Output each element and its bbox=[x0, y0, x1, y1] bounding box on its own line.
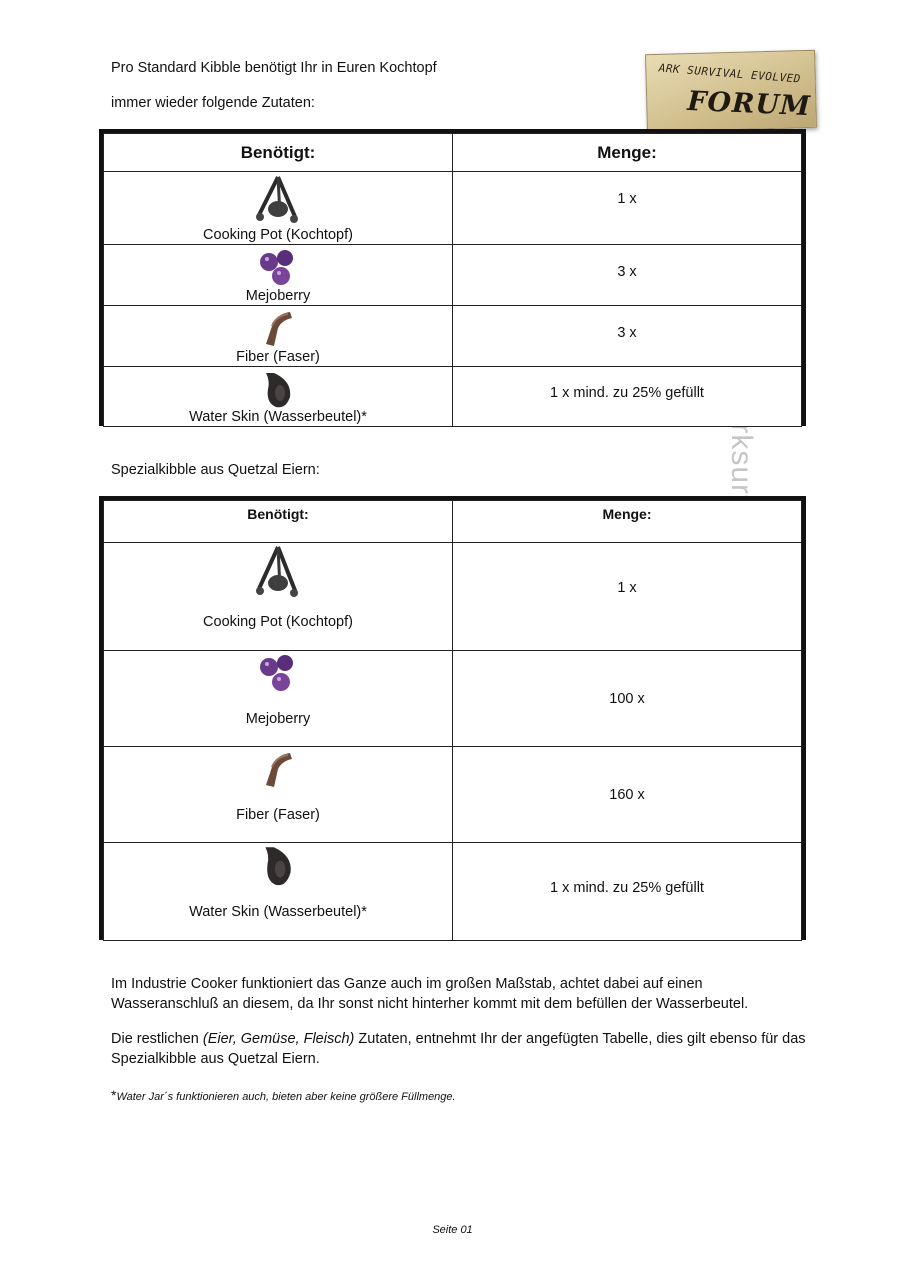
forum-logo bbox=[645, 50, 817, 132]
quantity: 1 x bbox=[617, 580, 637, 596]
paragraph-text-after: Zutaten, entnehmt Ihr der angefügten Tabelle, dies gilt ebenso für das Spezialkibble aus Quetzal Eiern. bbox=[111, 1031, 806, 1067]
water-skin-icon bbox=[257, 843, 299, 887]
table-row bbox=[104, 843, 802, 941]
item-label: Fiber (Faser) bbox=[236, 807, 320, 823]
ingredients-table-quetzal bbox=[99, 496, 806, 940]
quantity: 100 x bbox=[609, 691, 645, 707]
item-label: Water Skin (Wasserbeutel)* bbox=[189, 904, 367, 920]
logo-text-forum: FORUM bbox=[686, 85, 812, 123]
header-amount: Menge: bbox=[453, 501, 802, 543]
footnote-text: Water Jar´s funktionieren auch, bieten aber keine größere Füllmenge. bbox=[116, 1091, 456, 1103]
paragraph-text-italic: (Eier, Gemüse, Fleisch) bbox=[202, 1031, 355, 1047]
item-label: Cooking Pot (Kochtopf) bbox=[203, 614, 353, 630]
table-row bbox=[104, 245, 802, 306]
mejoberry-icon bbox=[255, 248, 301, 288]
quantity: 1 x mind. zu 25% gefüllt bbox=[550, 880, 704, 896]
paragraph-industrial-cooker: Im Industrie Cooker funktioniert das Ganze auch im großen Maßstab, achtet dabei auf einen Wasseranschluß an diesem, da Ihr sonst nicht hinterher kommt mit dem befüllen der Wasserbeutel. bbox=[111, 976, 749, 1012]
item-label: Mejoberry bbox=[245, 711, 311, 727]
quantity: 1 x mind. zu 25% gefüllt bbox=[550, 385, 704, 401]
table-row bbox=[104, 367, 802, 427]
header-needed: Benötigt: bbox=[104, 134, 453, 172]
paragraph-text-before: Die restlichen bbox=[111, 1031, 203, 1047]
mejoberry-icon bbox=[255, 653, 301, 695]
table-row bbox=[104, 172, 802, 245]
quantity: 160 x bbox=[609, 787, 645, 803]
paragraph-remaining-ingredients bbox=[111, 1029, 811, 1069]
footnote bbox=[111, 1087, 456, 1103]
cooking-pot-icon bbox=[250, 175, 306, 225]
section-title-quetzal: Spezialkibble aus Quetzal Eiern: bbox=[111, 462, 320, 478]
item-label: Fiber (Faser) bbox=[236, 349, 320, 365]
fiber-icon bbox=[258, 308, 298, 348]
item-label: Mejoberry bbox=[245, 288, 311, 304]
footnote-star: * bbox=[111, 1087, 117, 1103]
intro-line-2: immer wieder folgende Zutaten: bbox=[111, 95, 315, 111]
table-row bbox=[104, 543, 802, 651]
logo-text-top: ARK SURVIVAL EVOLVED bbox=[658, 61, 802, 86]
quantity: 3 x bbox=[617, 325, 637, 341]
cooking-pot-icon bbox=[250, 545, 306, 599]
quantity: 1 x bbox=[617, 191, 637, 207]
table-row bbox=[104, 306, 802, 367]
ingredients-table-standard bbox=[99, 129, 806, 426]
intro-line-1: Pro Standard Kibble benötigt Ihr in Euren Kochtopf bbox=[111, 60, 437, 76]
table-row bbox=[104, 651, 802, 747]
header-needed: Benötigt: bbox=[104, 501, 453, 543]
quantity: 3 x bbox=[617, 264, 637, 280]
item-label: Cooking Pot (Kochtopf) bbox=[203, 227, 353, 243]
item-label: Water Skin (Wasserbeutel)* bbox=[189, 409, 367, 425]
header-amount: Menge: bbox=[453, 134, 802, 172]
fiber-icon bbox=[258, 749, 298, 789]
water-skin-icon bbox=[258, 369, 298, 409]
table-row bbox=[104, 747, 802, 843]
page-number: Seite 01 bbox=[432, 1224, 473, 1236]
